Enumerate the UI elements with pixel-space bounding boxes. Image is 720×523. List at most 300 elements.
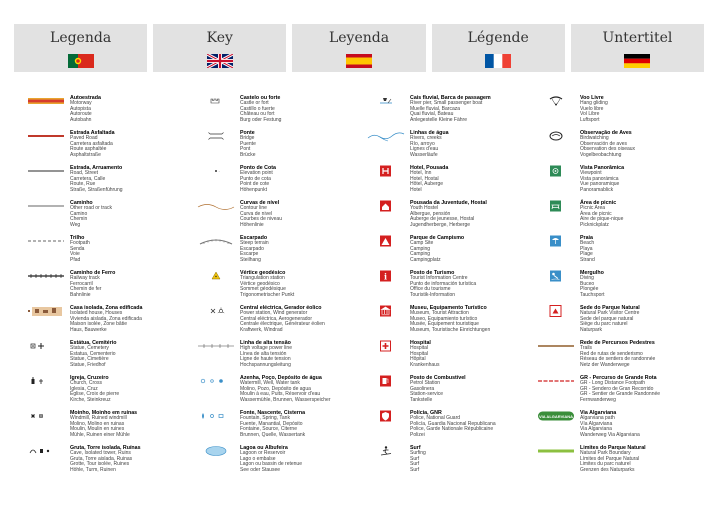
legend-item-translation: Hotel, Inn (410, 170, 432, 176)
legend-item-translation: Surf (410, 461, 420, 468)
legend-item-translation: Burg oder Festung (240, 116, 282, 123)
legend-item-text (410, 235, 538, 263)
legend-item-translation: Autopista (70, 105, 91, 112)
legend-item-translation: Beach (580, 240, 595, 246)
legend-item-translation: Höhle, Turm, Ruinen (70, 466, 116, 473)
legend-item-translation: Höhenlinie (240, 221, 264, 228)
legend-item-translation: Chemin (70, 216, 88, 223)
legend-item-translation: Trails (580, 345, 593, 351)
river-pier-icon (368, 95, 404, 107)
picnic-icon (538, 200, 574, 212)
legend-item-translation: Bridge (240, 135, 255, 141)
legend-item-title: Posto de Turismo (410, 270, 455, 276)
legend-item-title: Museu, Equipamento Turístico (410, 305, 487, 311)
legend-item-translation: Police, Garde Nationale Républicaine (410, 426, 494, 433)
paved-road-line-icon (28, 130, 64, 142)
legend-item-translation: Road, Street (70, 170, 99, 176)
legend-item-translation: Autoroute (70, 111, 92, 118)
legend-item-translation: Vol Libre (580, 111, 600, 118)
legend-item-translation: Tankstelle (410, 396, 433, 403)
header-label-spanish: Leyenda (328, 30, 390, 46)
legend-item-title: Estrada Asfaltada (70, 130, 115, 136)
legend-item-translation: Fuente, Manantial, Depósito (240, 420, 303, 427)
legend-item-text (580, 95, 708, 123)
legend-item-translation: Senda (70, 245, 85, 252)
legend-item-translation: Punto de información turística (410, 280, 477, 287)
legend-item-text (580, 235, 708, 263)
legend-item-translation: Paved Road (70, 135, 98, 141)
legend-item-translation: Statue, Cemetery (70, 345, 109, 351)
legend-item-translation: Weg (70, 221, 81, 228)
legend-item-title: Rede de Percursos Pedestres (580, 340, 655, 346)
legend-item-translation: Auberge de jeunesse, Hostal (410, 216, 475, 223)
legend-item-translation: Punto de cota (240, 175, 271, 182)
hiking-route-line-icon (538, 340, 574, 352)
legend-item-text (70, 410, 198, 438)
legend-item-translation: Footpath (70, 240, 90, 246)
legend-item-translation: Musée, Équipement touristique (410, 321, 479, 328)
legend-item-title: Escarpado (240, 235, 268, 241)
campsite-icon (368, 235, 404, 247)
legend-item-translation: Muelle fluvial, Barcaza (410, 105, 461, 112)
path-line-icon (28, 200, 64, 212)
legend-item-text (580, 410, 708, 438)
legend-item-translation: Pfad (70, 256, 81, 263)
hospital-icon (368, 340, 404, 352)
legend-item-translation: Diving (580, 275, 594, 281)
legend-item-translation: High voltage power line (240, 345, 292, 351)
windmill-icon (28, 410, 64, 422)
legend-item-text (410, 165, 538, 193)
spring-fountain-icon (198, 410, 234, 422)
legend-item-translation: Central eléctrica, Aerogenerador (240, 315, 312, 322)
legend-item-title: Vértice geodésico (240, 270, 286, 276)
museum-icon (368, 305, 404, 317)
diving-icon (538, 270, 574, 282)
legend-item-translation: Kraftwerk, Windrad (240, 326, 283, 333)
legend-item-translation: Polizei (410, 431, 425, 438)
surf-icon (368, 445, 404, 457)
legend-item-translation: Vue panoramique (580, 181, 620, 188)
header-french (432, 24, 565, 72)
bridge-icon (198, 130, 234, 142)
legend-item-translation: Tourist Information Centre (410, 275, 468, 281)
header-portuguese (14, 24, 147, 72)
legend-item-text (580, 200, 708, 228)
legend-item-translation: Molino, Molino en ruinas (70, 420, 125, 427)
legend-item-title: Parque de Campismo (410, 235, 465, 241)
legend-item-title: Pousada da Juventude, Hostal (410, 200, 487, 206)
legend-item-translation: Motorway (70, 100, 92, 106)
legend-item-translation: Other road or track (70, 205, 112, 211)
legend-item-translation: Limites du parc naturel (580, 461, 631, 468)
legend-item-title: Caminho de Ferro (70, 270, 116, 276)
legend-item-translation: Camping (410, 251, 431, 258)
legend-item-translation: Château ou fort (240, 111, 275, 118)
legend-item-translation: Power station, Wind generator (240, 310, 308, 316)
header-label-french: Légende (467, 30, 529, 46)
legend-item-translation: Fountain, Spring, Tank (240, 415, 290, 421)
legend-item-translation: Wassermühle, Brunnen, Wasserspeicher (240, 396, 331, 403)
geodesic-vertex-icon (198, 270, 234, 282)
legend-item-translation: Surf (410, 455, 420, 462)
legend-item-text (410, 270, 538, 298)
legend-item-translation: Asphaltstraße (70, 151, 101, 158)
legend-item-text (410, 130, 538, 158)
legend-item-translation: Haus, Bauwerke (70, 326, 107, 333)
svg-text:i: i (383, 271, 388, 282)
wind-power-icon (198, 305, 234, 317)
legend-item-translation: Hochspannungsleitung (240, 361, 291, 368)
legend-item-translation: Straße, Straßenführung (70, 186, 123, 193)
legend-item-translation: Lignes d'eau (410, 146, 439, 153)
legend-item-translation: Cave, Isolated tower, Ruins (70, 450, 131, 456)
park-hq-icon (538, 305, 574, 317)
header-english (153, 24, 286, 72)
legend-item-translation: Picnic Area (580, 205, 606, 211)
legend-columns (28, 95, 708, 515)
hotel-icon (368, 165, 404, 177)
legend-item-translation: Route asphaltée (70, 146, 107, 153)
legend-item-translation: Carretera, Calle (70, 175, 106, 182)
legend-item-translation: Youth Hostel (410, 205, 439, 211)
legend-item-translation: Petrol Station (410, 380, 441, 386)
legend-item-translation: Policía, Guardia Nacional Republicana (410, 420, 496, 427)
legend-item-title: Mergulho (580, 270, 604, 276)
legend-item-text (580, 340, 708, 368)
legend-item-text (580, 165, 708, 193)
legend-item-text (70, 235, 198, 263)
police-icon (368, 410, 404, 422)
legend-item-text (70, 445, 198, 473)
header-label-german: Untertitel (602, 30, 673, 46)
legend-item-translation: Chemin de fer (70, 286, 102, 293)
legend-item-text (410, 445, 538, 473)
legend-item-translation: Rivers, creeks (410, 135, 442, 141)
legend-item-translation: Ligne de haute tension (240, 356, 291, 363)
paragliding-icon (538, 95, 574, 107)
legend-item-translation: Aire de pique-nique (580, 216, 624, 223)
legend-item-translation: Observation des oiseaux (580, 146, 636, 153)
legend-item-translation: Albergue, pensión (410, 210, 451, 217)
legend-item-title: Limites do Parque Natural (580, 445, 646, 451)
legend-item-translation: Route, Rue (70, 181, 96, 188)
legend-item-translation: Watermill, Well, Water tank (240, 380, 300, 386)
legend-item-title: Área de picnic (580, 200, 617, 206)
legend-item-translation: Statue, Cimetière (70, 356, 109, 363)
legend-item-translation: Triangulation station (240, 275, 285, 281)
legend-item-translation: GR - Long Distance Footpath (580, 380, 646, 386)
legend-item-title: Voo Livre (580, 95, 604, 101)
legend-item-translation: Viewpoint (580, 170, 602, 176)
legend-item-translation: Playa (580, 245, 593, 252)
legend-item-translation: Plongée (580, 286, 599, 293)
legend-item-translation: Sede del parque natural (580, 315, 634, 322)
legend-item-text (240, 165, 368, 193)
escarpment-icon (198, 235, 234, 247)
street-line-icon (28, 165, 64, 177)
legend-item-translation: Trigonometrischer Punkt (240, 291, 295, 298)
legend-item-translation: Vivienda aislada, Zona edificada (70, 315, 142, 322)
legend-item-text (410, 410, 538, 438)
legend-item-text (70, 375, 198, 403)
legend-item-translation: Red de rutas de senderismo (580, 350, 643, 357)
legend-item-title: Cais fluvial, Barca de passagem (410, 95, 491, 101)
legend-item-title: Hotel, Pousada (410, 165, 449, 171)
legend-item-translation: GR - Sendero de Gran Recorrido (580, 385, 654, 392)
legend-item-translation: Río, arroyo (410, 140, 435, 147)
legend-item-translation: Church, Cross (70, 380, 102, 386)
power-line-icon (198, 340, 234, 352)
legend-item-title: Ponte (240, 130, 255, 136)
legend-item-translation: Lagoon or Reservoir (240, 450, 286, 456)
legend-item-text (240, 95, 368, 123)
legend-item-translation: Grenzen des Naturparks (580, 466, 635, 473)
legend-item-translation: Camino (70, 210, 88, 217)
legend-item-translation: Voie (70, 251, 80, 258)
legend-item-translation: Vuelo libre (580, 105, 604, 112)
legend-item-translation: Lago o embalse (240, 455, 276, 462)
legend-item-translation: Gasolinera (410, 385, 435, 392)
legend-item-text (240, 270, 368, 298)
legend-item-title: GR - Percurso de Grande Rota (580, 375, 657, 381)
legend-item-text (70, 340, 198, 368)
birdwatching-icon (538, 130, 574, 142)
legend-item-translation: Hospital (410, 350, 429, 357)
legend-item-translation: Wanderweg Via Algarviana (580, 431, 640, 438)
legend-item-title: Moinho, Moinho em ruínas (70, 410, 138, 416)
legend-item-translation: Picknickplatz (580, 221, 609, 228)
legend-item-translation: Hang gliding (580, 100, 608, 106)
trail-dashed-line-icon (28, 235, 64, 247)
legend-item-translation: Krankenhaus (410, 361, 440, 368)
legend-item-title: Lagoa ou Albufeira (240, 445, 288, 451)
legend-item-text (240, 410, 368, 438)
legend-item-text (70, 305, 198, 333)
legend-item-translation: Algarviana path (580, 415, 615, 421)
well-water-tank-icon (198, 375, 234, 387)
legend-item-text (410, 95, 538, 123)
legend-item-title: Gruta, Torre isolada, Ruínas (70, 445, 141, 451)
legend-item-translation: Gruta, Torre aislada, Ruinas (70, 455, 133, 462)
legend-item-text (70, 200, 198, 228)
legend-item-title: Polícia, GNR (410, 410, 442, 416)
legend-item-translation: Límites del Parque Natural (580, 455, 640, 462)
legend-item-translation: Hotel, Hostal (410, 175, 439, 182)
reservoir-icon (198, 445, 234, 457)
portugal-flag-icon (68, 54, 94, 68)
legend-item-translation: Castillo o fuerte (240, 105, 275, 112)
legend-item-translation: Observación de aves (580, 140, 627, 147)
legend-item-text (580, 375, 708, 403)
spain-flag-icon (346, 54, 372, 68)
legend-item-text (240, 375, 368, 403)
legend-item-translation: Moulin, Moulin en ruines (70, 426, 125, 433)
legend-item-translation: Castle or fort (240, 100, 269, 106)
cemetery-icon (28, 340, 64, 352)
legend-item-translation: Kirche, Steinkreuz (70, 396, 111, 403)
uk-flag-icon (207, 54, 233, 68)
legend-item-translation: Fontaine, Source, Citerne (240, 426, 297, 433)
legend-item-title: Igreja, Cruzeiro (70, 375, 109, 381)
legend-header (14, 24, 704, 72)
legend-item-translation: Sommet géodésique (240, 286, 286, 293)
tourist-info-icon (368, 270, 404, 282)
legend-item-translation: Pont (240, 146, 251, 153)
legend-item-translation: Anlegestelle Kleine Fähre (410, 116, 467, 123)
legend-item-translation: Steilhang (240, 256, 261, 263)
legend-item-translation: Vista panorámica (580, 175, 619, 182)
contour-line-icon (198, 200, 234, 212)
france-flag-icon (485, 54, 511, 68)
legend-item-text (410, 375, 538, 403)
legend-item-translation: Jugendherberge, Herberge (410, 221, 471, 228)
legend-item-text (580, 305, 708, 333)
fuel-station-icon (368, 375, 404, 387)
legend-item-text (240, 340, 368, 368)
legend-item-title: Praia (580, 235, 593, 241)
legend-item-translation: Ferrocarril (70, 280, 93, 287)
legend-item-title: Estátua, Cemitério (70, 340, 117, 346)
river-line-icon (368, 130, 404, 142)
legend-item-title: Curvas de nível (240, 200, 280, 206)
legend-item-title: Casa isolada, Zona edificada (70, 305, 143, 311)
legend-item-title: Fonte, Nascente, Cisterna (240, 410, 306, 416)
legend-item-translation: Hotel (410, 186, 422, 193)
header-spanish (292, 24, 425, 72)
via-algarviana-line-icon (538, 410, 574, 422)
legend-item-translation: Escarpado (240, 245, 264, 252)
legend-item-translation: Grotte, Tour isolée, Ruines (70, 461, 130, 468)
legend-item-translation: Windmill, Ruined windmill (70, 415, 127, 421)
legend-item-text (410, 340, 538, 368)
built-up-area-icon (28, 305, 64, 317)
legend-item-translation: Isolated house, Houses (70, 310, 123, 316)
legend-item-title: Trilho (70, 235, 85, 241)
legend-item-translation: Natural Park Visitor Centre (580, 310, 640, 316)
legend-item-translation: Strand (580, 256, 595, 263)
legend-item-title: Azenha, Poço, Depósito de água (240, 375, 322, 381)
legend-item-translation: Museo, Equipamiento turístico (410, 315, 478, 322)
legend-item-translation: Curva de nivel (240, 210, 272, 217)
legend-item-title: Hospital (410, 340, 431, 346)
legend-item-translation: Lagon ou bassin de retenue (240, 461, 302, 468)
long-distance-path-line-icon (538, 375, 574, 387)
legend-item-text (70, 165, 198, 193)
germany-flag-icon (624, 54, 650, 68)
legend-item-translation: Vértice geodésico (240, 280, 280, 287)
legend-item-text (580, 445, 708, 473)
legend-item-text (240, 235, 368, 263)
legend-item-translation: Panoramablick (580, 186, 614, 193)
legend-item-translation: Estatua, Cementerio (70, 350, 116, 357)
legend-item-translation: Luftsport (580, 116, 600, 123)
legend-item-title: Sede do Parque Natural (580, 305, 640, 311)
legend-item-translation: Point de cote (240, 181, 270, 188)
legend-item-translation: Iglesia, Cruz (70, 385, 98, 392)
legend-item-translation: Contour line (240, 205, 267, 211)
legend-item-translation: Fernwanderweg (580, 396, 616, 403)
legend-item-title: Vista Panorâmica (580, 165, 625, 171)
legend-item-title: Linhas de água (410, 130, 449, 136)
legend-item-translation: Office du tourisme (410, 286, 451, 293)
legend-item-text (240, 200, 368, 228)
viewpoint-icon (538, 165, 574, 177)
legend-item-text (70, 130, 198, 158)
legend-item-translation: Surf (410, 466, 420, 473)
legend-column-3 (368, 95, 538, 515)
legend-item-title: Via Algarviana (580, 410, 617, 416)
legend-item-translation: Moulin à eau, Puits, Réservoir d'eau (240, 391, 321, 398)
park-boundary-line-icon (538, 445, 574, 457)
highway-line-icon (28, 95, 64, 107)
legend-item-translation: Via Algarviana (580, 426, 612, 433)
legend-item-translation: Station-service (410, 391, 444, 398)
legend-item-translation: Hôpital (410, 356, 426, 363)
legend-item-translation: Museum, Touristische Einrichtungen (410, 326, 491, 333)
legend-item-translation: River pier, Small passenger boat (410, 100, 483, 106)
legend-item-text (70, 95, 198, 123)
legend-item-translation: Vogelbeobachtung (580, 151, 622, 158)
castle-icon (198, 95, 234, 107)
legend-item-translation: Police, National Guard (410, 415, 461, 421)
legend-item-title: Observação de Aves (580, 130, 632, 136)
legend-item-translation: Birdwatching (580, 135, 609, 141)
legend-item-text (240, 305, 368, 333)
header-label-english: Key (206, 30, 233, 46)
legend-item-translation: Höhenpunkt (240, 186, 267, 193)
cave-tower-icon (28, 445, 64, 457)
legend-item-translation: Tauchsport (580, 291, 605, 298)
legend-item-translation: Touristik-Information (410, 291, 456, 298)
legend-item-translation: Hôtel, Auberge (410, 181, 444, 188)
legend-item-title: Caminho (70, 200, 93, 206)
legend-item-translation: Steep terrain (240, 240, 269, 246)
legend-item-translation: Wasserläufe (410, 151, 438, 158)
legend-item-translation: Courbes de niveau (240, 216, 282, 223)
legend-item-translation: See oder Stausee (240, 466, 281, 473)
legend-item-translation: Carretera asfaltada (70, 140, 113, 147)
legend-item-translation: Escarpe (240, 251, 259, 258)
legend-item-translation: Bahnlinie (70, 291, 91, 298)
legend-item-translation: Línea de alta tensión (240, 350, 287, 357)
legend-item-text (580, 270, 708, 298)
legend-item-translation: Maison isolée, Zone bâtie (70, 321, 127, 328)
legend-item-translation: Réseau de sentiers de randonnée (580, 356, 656, 363)
legend-item-translation: Mühle, Ruinen einer Mühle (70, 431, 130, 438)
legend-item-translation: Autobahn (70, 116, 92, 123)
church-cross-icon (28, 375, 64, 387)
header-label-portuguese: Legenda (50, 30, 112, 46)
header-german (571, 24, 704, 72)
youth-hostel-icon (368, 200, 404, 212)
legend-item-text (240, 130, 368, 158)
legend-item-translation: Brücke (240, 151, 256, 158)
legend-item-title: Surf (410, 445, 421, 451)
legend-item-translation: Brunnen, Quelle, Wassertank (240, 431, 306, 438)
legend-item-title: Estrada, Arruamento (70, 165, 123, 171)
legend-item-translation: Statue, Friedhof (70, 361, 106, 368)
legend-item-translation: Campingplatz (410, 256, 441, 263)
legend-item-translation: GR - Sentier de Grande Randonnée (580, 391, 661, 398)
legend-column-2 (198, 95, 368, 515)
legend-item-title: Ponto de Cota (240, 165, 276, 171)
legend-item-translation: Railway track (70, 275, 100, 281)
legend-item-translation: Hospital (410, 345, 429, 351)
legend-item-translation: Netz der Wanderwege (580, 361, 630, 368)
legend-item-translation: Buceo (580, 280, 595, 287)
legend-item-translation: Naturpark (580, 326, 602, 333)
